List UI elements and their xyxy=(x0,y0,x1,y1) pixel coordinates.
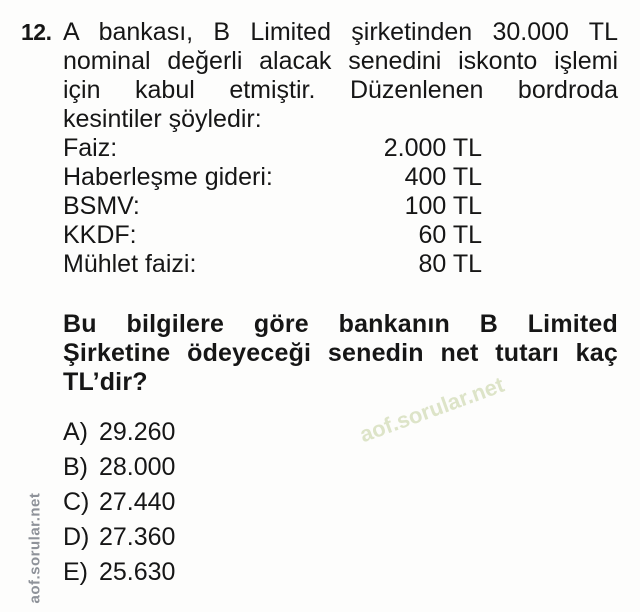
watermark-vertical: aof.sorular.net xyxy=(26,492,44,604)
question-body-line: kesintiler şöyledir: xyxy=(63,105,262,133)
option-value: 28.000 xyxy=(99,453,176,481)
deduction-label: Mühlet faizi: xyxy=(63,250,197,278)
watermark-diagonal: aof.sorular.net xyxy=(356,371,508,448)
option-letter: E) xyxy=(63,558,88,586)
question-body-line: A bankası, B Limited şirketinden 30.000 TL xyxy=(63,18,618,46)
option-letter: C) xyxy=(63,488,90,516)
deduction-value: 400 TL xyxy=(404,163,482,191)
option-letter: B) xyxy=(63,453,88,481)
question-stem xyxy=(63,310,618,397)
option-value: 25.630 xyxy=(99,558,176,586)
question-stem-line: Bu bilgilere göre bankanın B Limited xyxy=(63,310,618,338)
option-value: 29.260 xyxy=(99,418,176,446)
question-number: 12. xyxy=(21,19,52,45)
deduction-value: 80 TL xyxy=(418,250,482,278)
option-value: 27.360 xyxy=(99,523,176,551)
deduction-row xyxy=(63,192,482,221)
option-value: 27.440 xyxy=(99,488,176,516)
question-stem-line: TL’dir? xyxy=(63,368,148,396)
deduction-label: Faiz: xyxy=(63,134,118,162)
options-list xyxy=(63,415,618,590)
option-letter: D) xyxy=(63,523,90,551)
option-e xyxy=(63,555,618,590)
deduction-value: 100 TL xyxy=(404,192,482,220)
deduction-row xyxy=(63,134,482,163)
option-letter: A) xyxy=(63,418,88,446)
deduction-label: KKDF: xyxy=(63,221,137,249)
deduction-row xyxy=(63,163,482,192)
deductions-table xyxy=(63,134,482,279)
deduction-row xyxy=(63,250,482,279)
option-a xyxy=(63,415,618,450)
deduction-row xyxy=(63,221,482,250)
deduction-value: 60 TL xyxy=(418,221,482,249)
deduction-label: BSMV: xyxy=(63,192,140,220)
question-body-line: nominal değerli alacak senedini iskonto işlemi xyxy=(63,47,618,75)
deduction-value: 2.000 TL xyxy=(383,134,482,162)
option-d xyxy=(63,520,618,555)
question-content xyxy=(63,18,618,590)
deduction-label: Haberleşme gideri: xyxy=(63,163,273,191)
question-body-line: için kabul etmiştir. Düzenlenen bordroda xyxy=(63,76,618,104)
question-stem-line: Şirketine ödeyeceği senedin net tutarı kaç xyxy=(63,339,618,367)
question-body xyxy=(63,18,618,134)
option-b xyxy=(63,450,618,485)
option-c xyxy=(63,485,618,520)
